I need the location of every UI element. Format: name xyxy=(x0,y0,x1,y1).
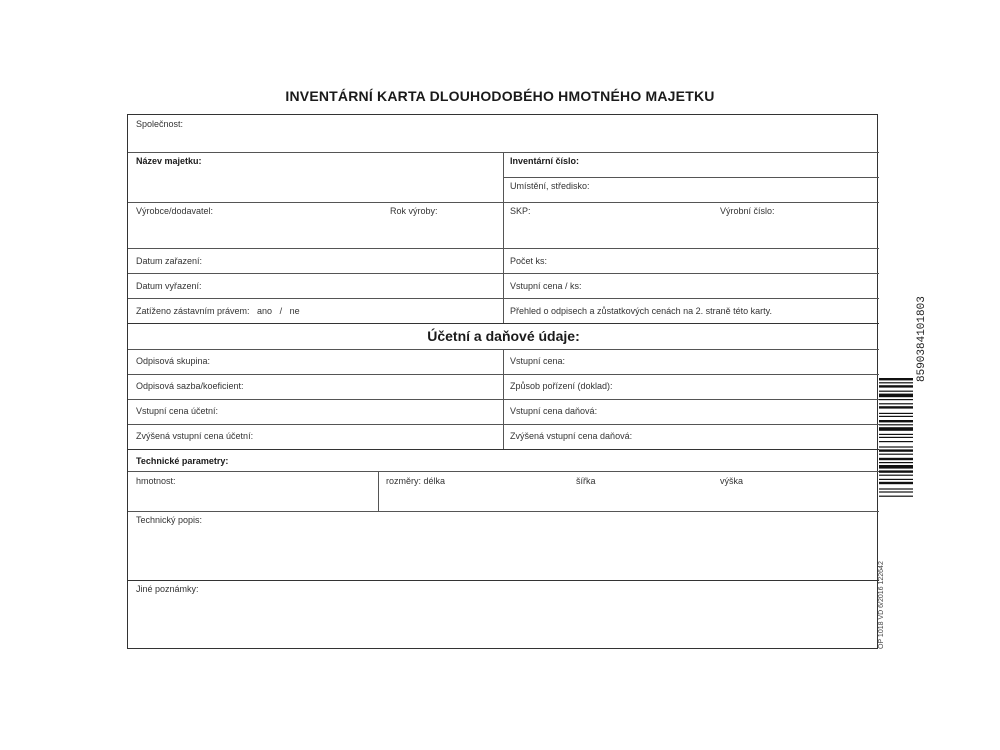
accounting-section-heading: Účetní a daňové údaje: xyxy=(427,328,580,344)
barcode-bar xyxy=(879,475,913,476)
row-divider xyxy=(128,511,879,512)
column-divider xyxy=(503,152,504,323)
barcode-bar xyxy=(879,399,913,400)
barcode-number: 8590384101803 xyxy=(916,296,928,382)
technical-parameters-heading: Technické parametry: xyxy=(136,456,229,466)
increased-tax-price-label: Zvýšená vstupní cena daňová: xyxy=(510,431,633,441)
barcode-bar xyxy=(879,385,913,387)
inclusion-date-label: Datum zařazení: xyxy=(136,256,203,266)
increased-accounting-price-label: Zvýšená vstupní cena účetní: xyxy=(136,431,254,441)
barcode-bar xyxy=(879,491,913,492)
barcode-bar xyxy=(879,462,913,463)
accounting-input-price-label: Vstupní cena účetní: xyxy=(136,406,219,416)
barcode-bar xyxy=(879,420,913,422)
skp-label: SKP: xyxy=(510,206,531,216)
barcode-bar xyxy=(879,427,913,431)
depreciation-group-label: Odpisová skupina: xyxy=(136,356,211,366)
asset-name-label: Název majetku: xyxy=(136,156,202,166)
barcode-bar xyxy=(879,437,913,438)
depreciation-rate-label: Odpisová sazba/koeficient: xyxy=(136,381,244,391)
row-divider xyxy=(503,177,879,178)
width-label: šířka xyxy=(576,476,596,486)
barcode-bar xyxy=(879,391,913,392)
print-code: OP 1018 VD 6/2016 122642 xyxy=(878,561,885,649)
other-notes-label: Jiné poznámky: xyxy=(136,584,199,594)
barcode-bar xyxy=(879,394,913,398)
company-label: Společnost: xyxy=(136,119,184,129)
location-label: Umístění, středisko: xyxy=(510,181,590,191)
barcode xyxy=(879,378,921,518)
weight-label: hmotnost: xyxy=(136,476,176,486)
barcode-bar xyxy=(879,449,913,451)
barcode-bar xyxy=(879,488,913,489)
unit-price-label: Vstupní cena / ks: xyxy=(510,281,582,291)
barcode-bar xyxy=(879,382,913,383)
technical-description-label: Technický popis: xyxy=(136,515,203,525)
manufacturer-label: Výrobce/dodavatel: xyxy=(136,206,214,216)
section-divider xyxy=(128,323,879,324)
overview-note: Přehled o odpisech a zůstatkových cenách na 2. straně této karty. xyxy=(510,306,772,316)
column-divider xyxy=(503,349,504,449)
input-price-label: Vstupní cena: xyxy=(510,356,566,366)
barcode-bar xyxy=(879,465,913,469)
length-label: rozměry: délka xyxy=(386,476,446,486)
barcode-bar xyxy=(879,479,913,480)
barcode-bar xyxy=(879,441,913,442)
serial-number-label: Výrobní číslo: xyxy=(720,206,775,216)
barcode-bar xyxy=(879,413,913,414)
barcode-bar xyxy=(879,424,913,425)
quantity-label: Počet ks: xyxy=(510,256,548,266)
barcode-bar xyxy=(879,403,913,404)
barcode-bar xyxy=(879,458,913,460)
tax-input-price-label: Vstupní cena daňová: xyxy=(510,406,598,416)
disposal-date-label: Datum vyřazení: xyxy=(136,281,202,291)
inventory-number-label: Inventární číslo: xyxy=(510,156,580,166)
form-title: INVENTÁRNÍ KARTA DLOUHODOBÉHO HMOTNÉHO MAJETKU xyxy=(285,88,715,104)
section-divider xyxy=(128,580,879,581)
barcode-bar xyxy=(879,416,913,417)
production-year-label: Rok výroby: xyxy=(390,206,438,216)
height-label: výška xyxy=(720,476,744,486)
row-divider xyxy=(128,471,879,472)
lien-label: Zatíženo zástavním právem: ano / ne xyxy=(136,306,300,316)
barcode-bar xyxy=(879,470,913,472)
acquisition-method-label: Způsob pořízení (doklad): xyxy=(510,381,613,391)
barcode-bar xyxy=(879,378,913,380)
inventory-card-form xyxy=(127,114,878,649)
section-divider xyxy=(128,449,879,450)
column-divider xyxy=(378,471,379,511)
barcode-bar xyxy=(879,482,913,484)
barcode-bar xyxy=(879,496,913,497)
barcode-bar xyxy=(879,434,913,435)
barcode-bar xyxy=(879,454,913,455)
barcode-bar xyxy=(879,446,913,447)
barcode-bar xyxy=(879,406,913,408)
